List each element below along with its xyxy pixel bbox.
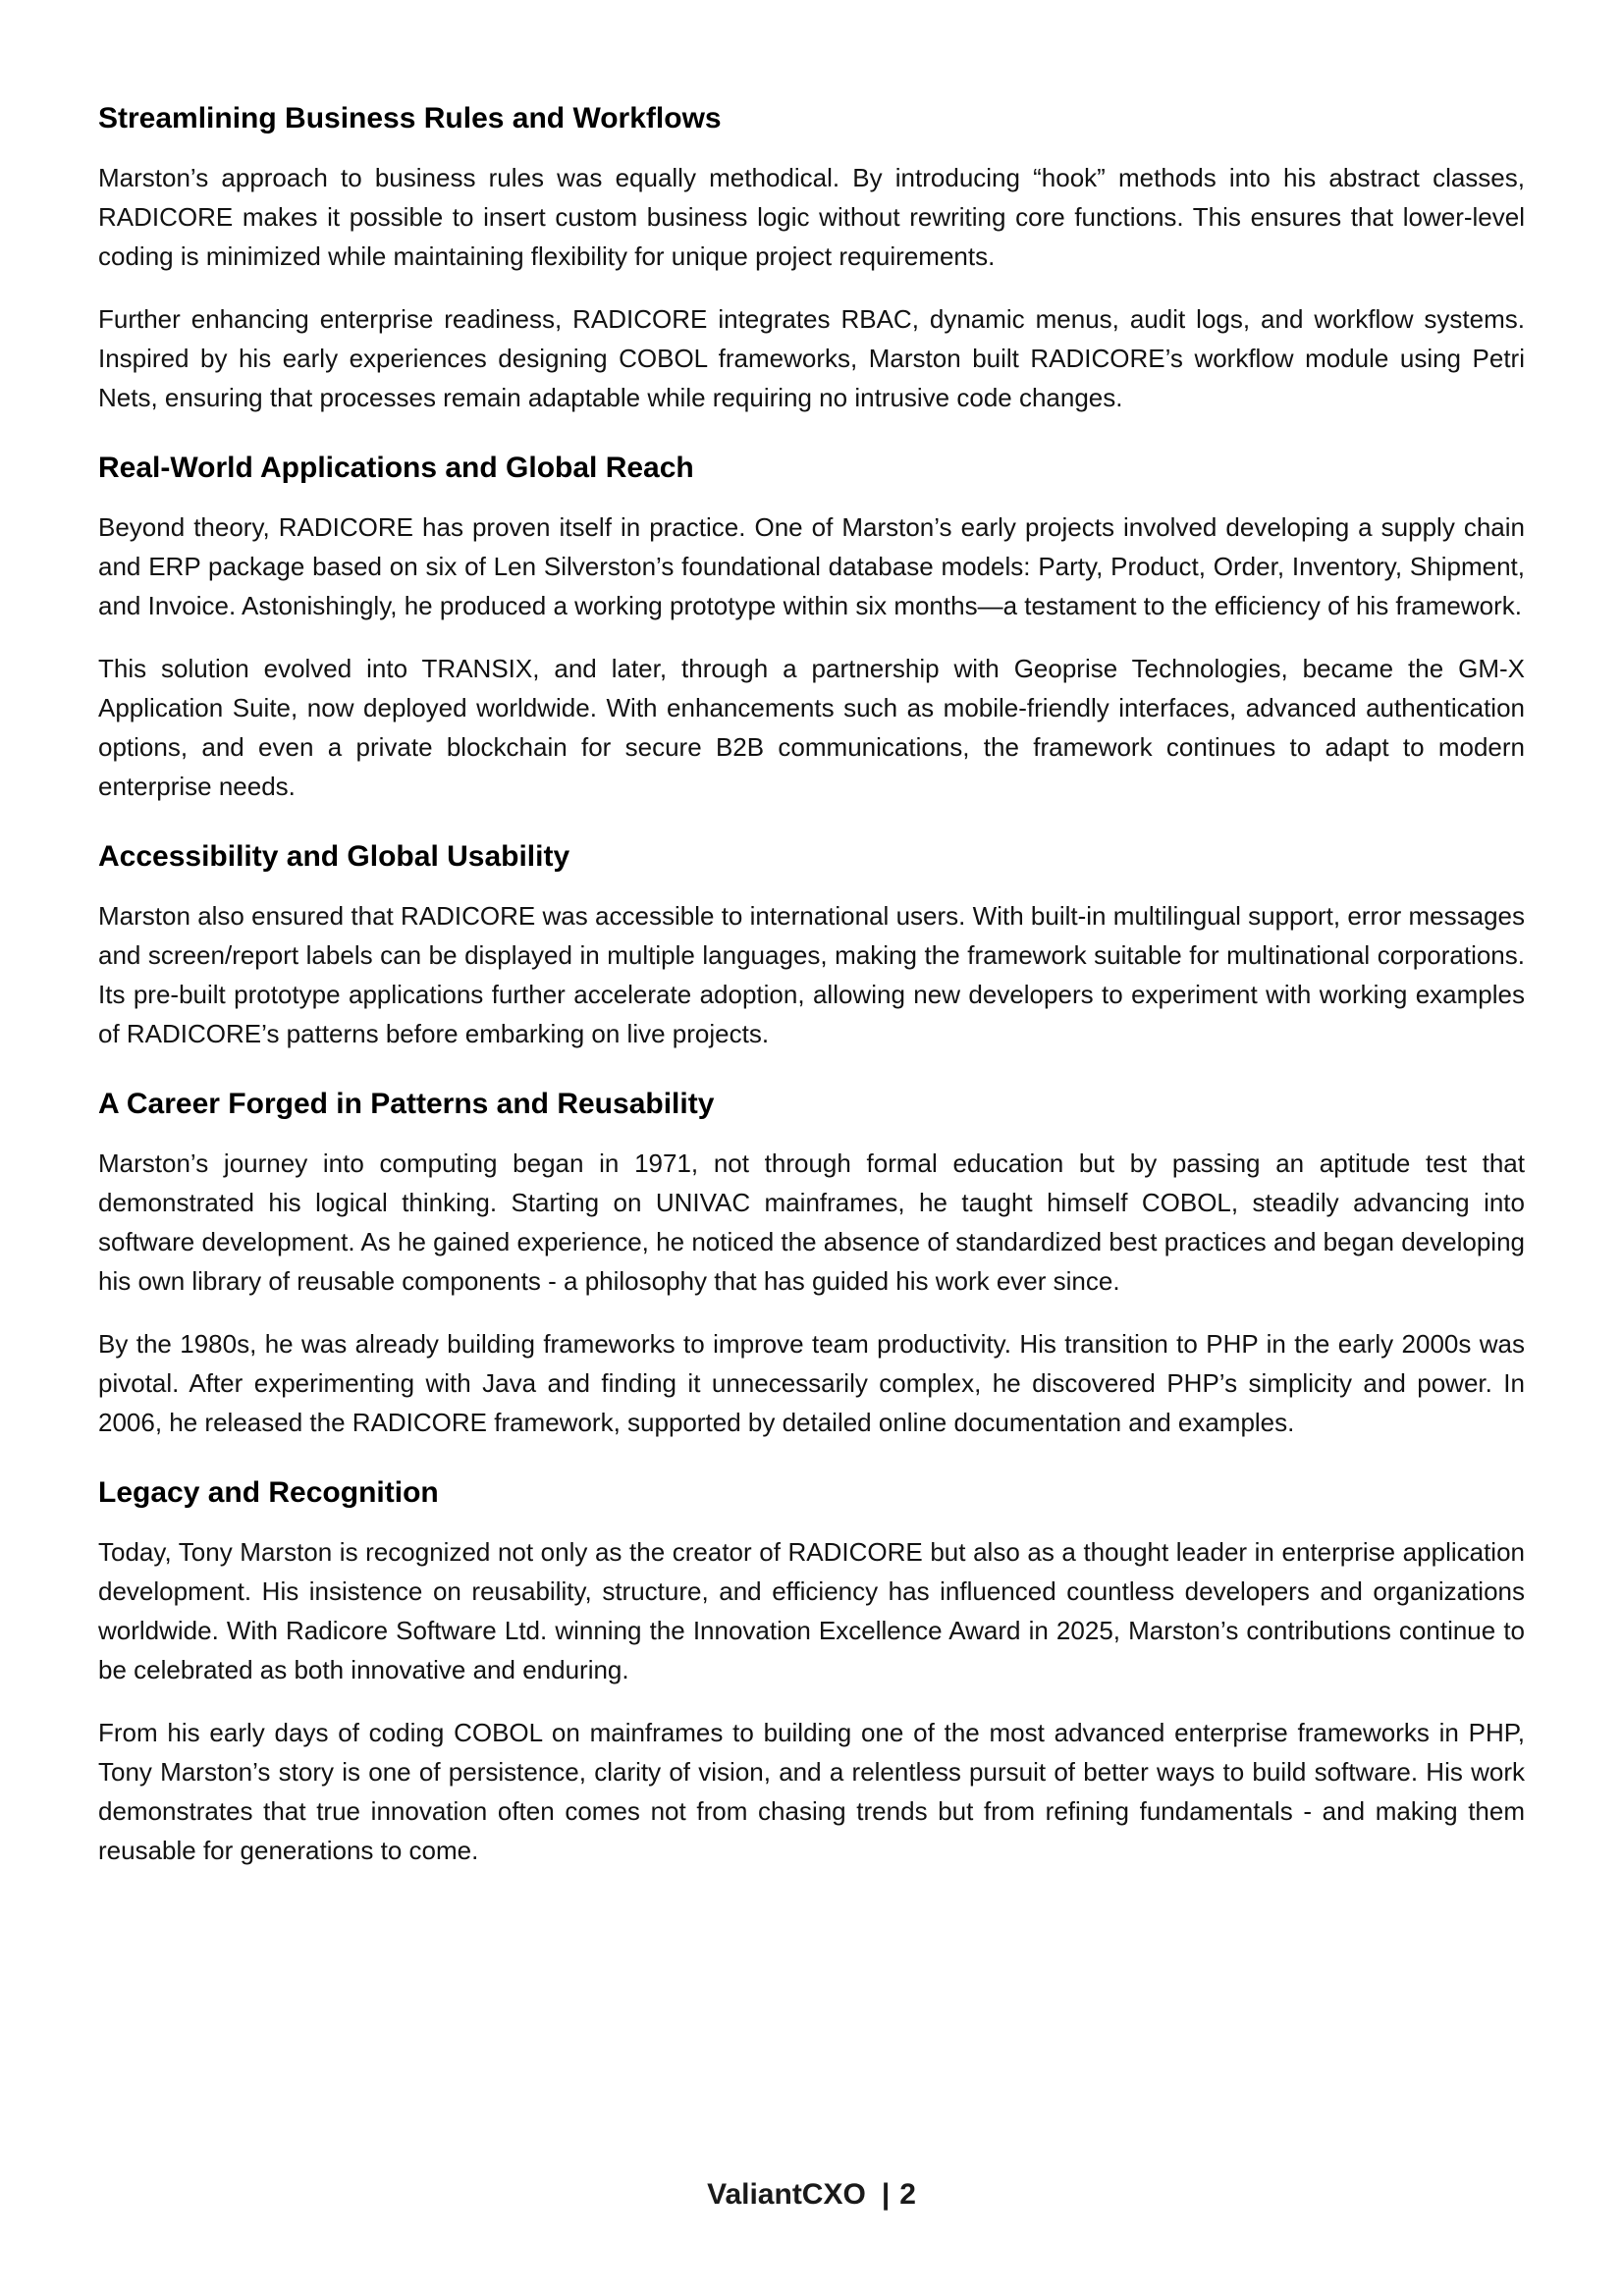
heading-legacy-recognition: Legacy and Recognition xyxy=(98,1476,439,1509)
heading-career-patterns-reusability: A Career Forged in Patterns and Reusability xyxy=(98,1088,715,1120)
paragraph-legacy-2: From his early days of coding COBOL on mainframes to building one of the most advanced enterprise frameworks in PHP, Tony Marston’s story is one of persistence, clarity of vision, and a relentless pursuit of better ways to build software. His work demonstrates that true innovation often comes not from chasing trends but from refining fundamentals - and making them reusable for generations to come. xyxy=(98,1718,1525,1865)
footer-page-number: 2 xyxy=(899,2178,916,2211)
heading-streamlining-business-rules: Streamlining Business Rules and Workflows xyxy=(98,102,722,134)
paragraph-legacy-1: Today, Tony Marston is recognized not only as the creator of RADICORE but also as a thought leader in enterprise application development. His insistence on reusability, structure, and efficiency has influenced countless developers and organizations worldwide. With Radicore Software Ltd. winning the Innovation Excellence Award in 2025, Marston’s contributions continue to be celebrated as both innovative and enduring. xyxy=(98,1537,1525,1684)
paragraph-business-rules-1: Marston’s approach to business rules was equally methodical. By introducing “hook” methods into his abstract classes, RADICORE makes it possible to insert custom business logic without rewriting core functions. This ensures that lower-level coding is minimized while maintaining flexibility for unique project requirements. xyxy=(98,163,1525,271)
footer-brand: ValiantCXO xyxy=(707,2178,866,2211)
heading-real-world-applications: Real-World Applications and Global Reach xyxy=(98,452,694,484)
paragraph-business-rules-2: Further enhancing enterprise readiness, RADICORE integrates RBAC, dynamic menus, audit logs, and workflow systems. Inspired by his early experiences designing COBOL frameworks, Marston built RADICORE’s workflow module using Petri Nets, ensuring that processes remain adaptable while requiring no intrusive code changes. xyxy=(98,304,1525,412)
paragraph-real-world-1: Beyond theory, RADICORE has proven itself in practice. One of Marston’s early projects involved developing a supply chain and ERP package based on six of Len Silverston’s foundational database models: Party, Product, Order, Inventory, Shipment, and Invoice. Astonishingly, he produced a working prototype within six months—a testament to the efficiency of his framework. xyxy=(98,512,1525,620)
paragraph-career-1: Marston’s journey into computing began in 1971, not through formal education but by passing an aptitude test that demonstrated his logical thinking. Starting on UNIVAC mainframes, he taught himself COBOL, steadily advancing into software development. As he gained experience, he noticed the absence of standardized best practices and began developing his own library of reusable components - a philosophy that has guided his work ever since. xyxy=(98,1148,1525,1296)
footer-separator: | xyxy=(881,2178,891,2211)
paragraph-accessibility-1: Marston also ensured that RADICORE was accessible to international users. With built-in multilingual support, error messages and screen/report labels can be displayed in multiple languages, making the framework suitable for multinational corporations. Its pre-built prototype applications further accelerate adoption, allowing new developers to experiment with working examples of RADICORE’s patterns before embarking on live projects. xyxy=(98,901,1525,1048)
paragraph-career-2: By the 1980s, he was already building frameworks to improve team productivity. His transition to PHP in the early 2000s was pivotal. After experimenting with Java and finding it unnecessarily complex, he discovered PHP’s simplicity and power. In 2006, he released the RADICORE framework, supported by detailed online documentation and examples. xyxy=(98,1329,1525,1437)
paragraph-real-world-2: This solution evolved into TRANSIX, and later, through a partnership with Geoprise Technologies, became the GM-X Application Suite, now deployed worldwide. With enhancements such as mobile-friendly interfaces, advanced authentication options, and even a private blockchain for secure B2B communications, the framework continues to adapt to modern enterprise needs. xyxy=(98,654,1525,801)
heading-accessibility-global-usability: Accessibility and Global Usability xyxy=(98,840,570,873)
page-footer xyxy=(0,2178,1623,2212)
